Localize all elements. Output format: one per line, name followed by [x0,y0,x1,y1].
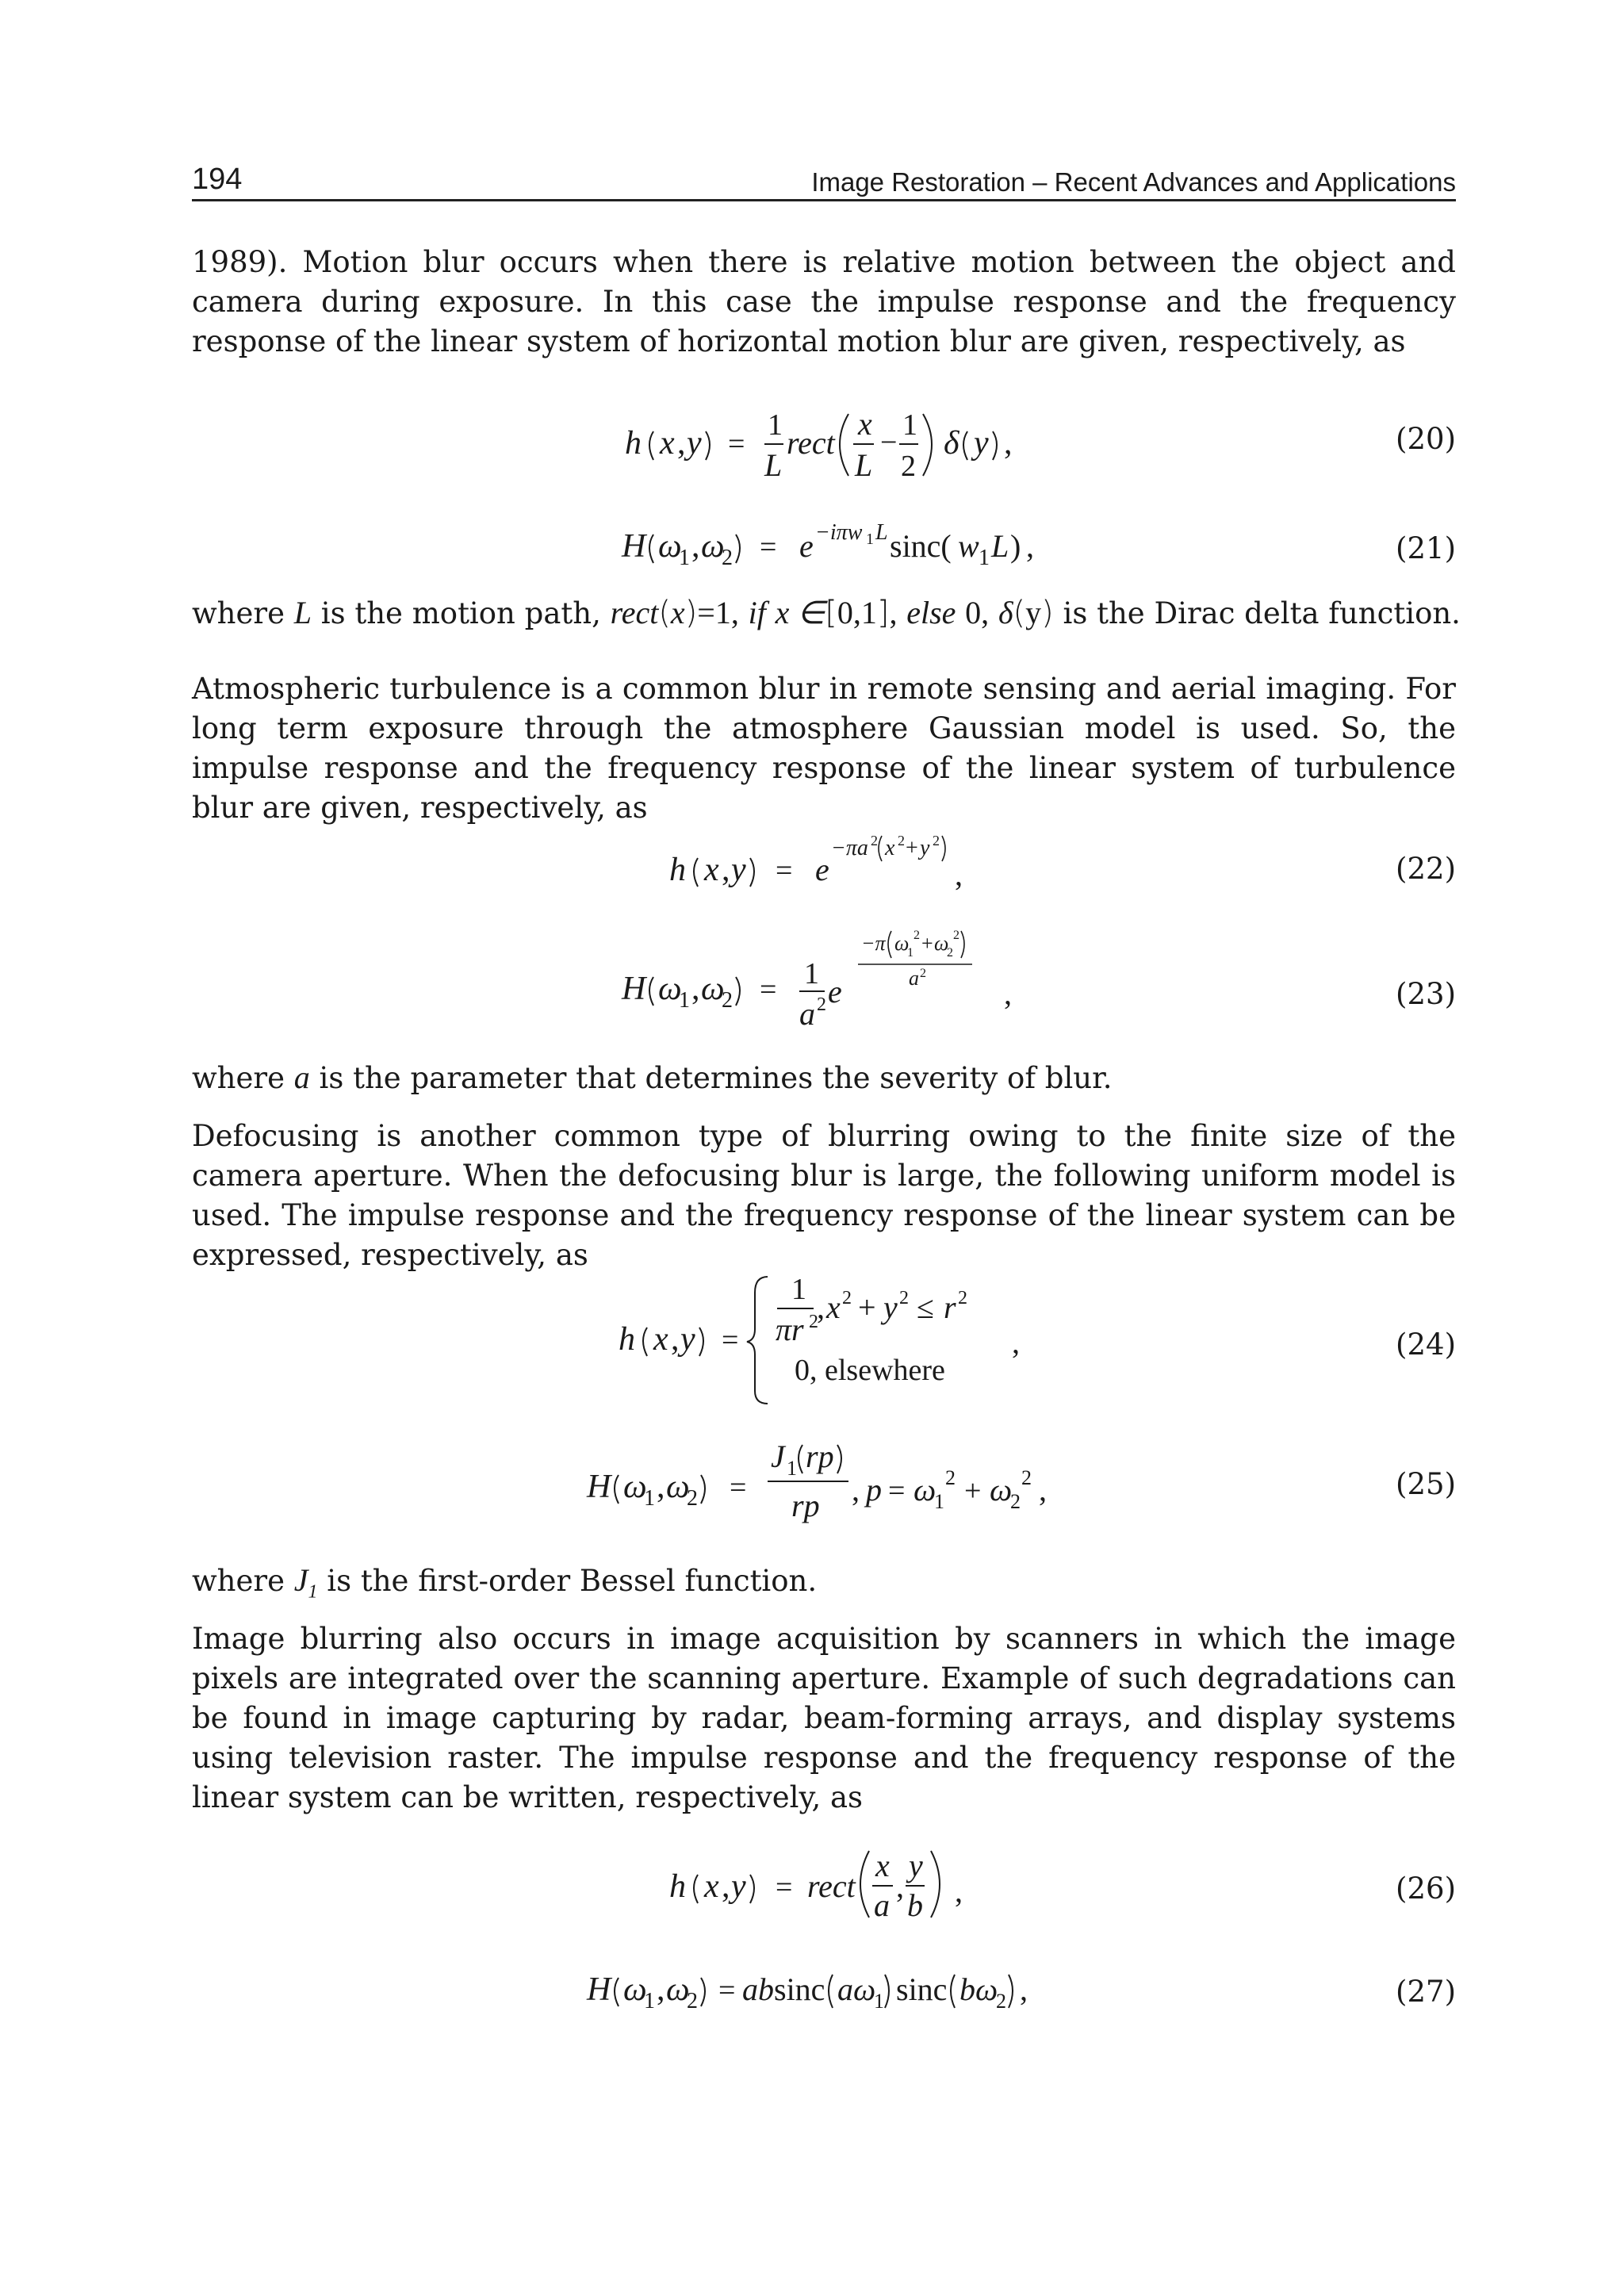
p6-J: J [293,1562,308,1598]
eq22-comma: , [722,852,730,888]
p2-x-in: x ∈ [775,595,825,630]
eq26-comma2: , [896,1868,904,1904]
eq21-exp-sub: 1 [866,531,874,548]
equation-24-formula [615,1261,1044,1412]
eq24-plus: + [858,1289,876,1325]
eq21-w-sub: 1 [979,546,990,570]
eq24-case-y-two: 2 [899,1288,909,1308]
eq20-y2: y [974,425,989,462]
eq22-exp-y: y [920,836,930,860]
eq22-exp-two-b: 2 [898,833,905,849]
eq25-rp: rp [806,1439,834,1474]
equation-22 [0,817,1624,904]
eq25-omega1b: ω [914,1472,936,1508]
eq23-exp-plus: + [921,932,933,955]
eq22-exp-two: 2 [871,833,878,849]
eq25-p: p [866,1472,882,1508]
eq24-comma2: , [817,1289,825,1325]
eq21-trail: , [1026,528,1034,564]
eq22-e: e [815,852,829,887]
equation-20-formula [619,397,1031,500]
eq24-case-y: y [883,1289,898,1325]
eq21-exp-L: L [875,520,888,545]
p2-L: L [293,595,312,630]
eq21-L: L [991,528,1009,564]
eq20-h: h [625,425,642,462]
eq26-x: x [704,1868,719,1905]
eq20-L: L [764,447,783,483]
eq22-equals: = [776,854,793,887]
equation-24 [0,1261,1624,1412]
eq20-L-den: L [855,447,873,483]
eq21-sub1: 1 [679,546,690,570]
eq24-r-two: 2 [958,1288,967,1308]
eq26-b: b [907,1887,923,1923]
eq24-case-x: x [826,1289,841,1325]
eq24-comma: , [671,1321,680,1358]
eq22-trail: , [955,856,963,892]
eq25-omega1b-two: 2 [945,1466,956,1489]
p2-delta: δ [998,595,1013,630]
eq21-exponent: −iπw [815,520,863,545]
eq22-y: y [731,852,746,888]
eq23-e: e [828,974,842,1009]
equation-27 [0,1951,1624,2030]
eq21-sub2: 2 [722,546,733,570]
page-number: 194 [192,163,243,196]
equation-25 [0,1427,1624,1538]
eq20-y: y [687,425,702,462]
p4-where: where [192,1061,285,1095]
eq25-J-sub: 1 [787,1457,797,1480]
eq26-trail: , [955,1873,963,1909]
p4-rest: is the parameter that determines the severity of blur. [319,1061,1113,1095]
eq23-omega1: ω [658,971,682,1007]
eq25-eq: = [888,1474,906,1508]
eq26-equals: = [776,1871,793,1904]
equation-26-formula [666,1840,983,1935]
eq20-rect: rect [787,425,835,461]
eq25-H: H [587,1469,611,1505]
eq27-omega-b: ω [975,1971,998,2007]
p2-interval: 0,1 [837,595,877,630]
p2-zero: 0, [965,595,990,630]
eq20-equals: = [728,427,745,461]
eq25-J: J [771,1439,785,1474]
p2-is-dirac: is the Dirac delta function. [1063,596,1461,630]
eq27-sinc1: sinc [774,1971,825,2007]
eq26-comma: , [722,1868,730,1905]
running-title: Image Restoration – Recent Advances and Applications [811,167,1456,197]
eq25-equals: = [730,1471,747,1504]
eq21-equals: = [760,531,777,564]
equation-25-number: (25) [1396,1467,1456,1501]
p2-eq1: =1, [697,595,739,630]
paragraph-scanners: Image blurring also occurs in image acquisition by scanners in which the image pixels are integrated over the scanning aperture. Example of such degradations can be found in image capturing by radar, beam-forming arrays, and display systems using television raster. The impulse response and the frequency response of the linear system can be written, respectively, as [192,1622,1456,1814]
eq25-omega2b-two: 2 [1021,1466,1032,1489]
eq24-case2: 0, elsewhere [795,1354,945,1387]
eq27-equals: = [718,1974,736,2007]
eq22-exp-two-c: 2 [933,833,940,849]
p6-sub: 1 [308,1581,318,1603]
eq27-trail: , [1020,1971,1028,2007]
page-header [192,163,1456,201]
eq20-minus: − [880,426,898,459]
equation-21-formula [619,508,1063,587]
eq20-x: x [660,425,675,462]
eq25-rp-den: rp [791,1488,820,1523]
eq22-x: x [704,852,719,888]
eq20-comma: , [677,425,686,462]
eq21-sinc: sinc( [890,528,952,564]
eq26-rect: rect [807,1868,856,1904]
p2-comma: , [889,595,898,630]
equation-27-number: (27) [1396,1975,1456,2009]
eq24-h: h [619,1321,635,1358]
equation-27-formula [584,1951,1075,2030]
eq25-omega2b: ω [990,1472,1013,1508]
eq27-omega-b-sub: 2 [996,1990,1006,2013]
eq23-sub1: 1 [679,988,690,1013]
eq24-one: 1 [791,1273,806,1306]
eq27-omega-a: ω [853,1971,876,2007]
equation-21-number: (21) [1396,531,1456,565]
eq27-a: a [837,1971,853,2007]
paragraph-motion-blur: 1989). Motion blur occurs when there is relative motion between the object and camera during exposure. In this case the impulse response and the frequency response of the linear system of horizontal motion blur are given, respectively, as [192,245,1456,358]
eq24-equals: = [722,1324,739,1357]
eq23-equals: = [760,973,777,1006]
eq27-ab: ab [742,1971,774,2007]
equation-23-number: (23) [1396,977,1456,1011]
eq25-omega2b-sub: 2 [1010,1490,1021,1513]
p4-a: a [293,1059,310,1095]
eq20-two: 2 [901,450,916,483]
eq27-b: b [959,1971,975,2007]
eq21-omega1: ω [658,528,682,565]
eq23-exp-two2: 2 [953,929,959,942]
equation-22-number: (22) [1396,852,1456,886]
eq24-pi-r-two: 2 [809,1312,818,1332]
paragraph-motion-path: where L is the motion path, rect(x)=1, if x ∈[0,1], else 0, δ(y) is the Dirac delta function. [192,595,1461,631]
eq23-exp-sub1: 1 [907,946,914,960]
eq20-one-b: 1 [902,408,917,442]
eq23-exp-omega1: ω [894,932,910,955]
equation-22-formula [666,817,983,904]
eq20-delta: δ [944,425,959,462]
eq24-y: y [680,1321,695,1358]
eq21-close: ) [1010,528,1021,564]
eq23-sub2: 2 [722,988,733,1013]
p2-is-motion-path: is the motion path, [320,596,601,630]
p2-rect: rect [610,595,659,630]
eq20-x-num: x [858,406,872,442]
eq23-comma: , [691,971,700,1007]
equation-24-number: (24) [1396,1327,1456,1362]
eq24-trail: , [1012,1324,1020,1360]
eq27-omega1: ω [623,1971,647,2008]
eq21-H: H [622,528,646,565]
eq23-exp-minus-pi: −π [861,932,886,955]
eq23-a: a [799,996,815,1032]
eq21-e: e [799,528,814,564]
eq23-exp-a: a [909,967,919,990]
eq22-exp-x: x [885,836,895,860]
eq25-plus: + [964,1474,982,1508]
eq23-exp-two1: 2 [914,929,920,942]
equation-20 [0,397,1624,500]
eq26-y-num: y [909,1848,923,1883]
equation-26 [0,1840,1624,1935]
eq23-exp-a-two: 2 [920,967,926,980]
eq24-case-x-two: 2 [842,1288,852,1308]
eq24-leq: ≤ [917,1289,934,1325]
eq25-sub2: 2 [687,1486,698,1511]
eq23-exp-omega2: ω [934,932,949,955]
eq25-trail: , [1039,1472,1047,1508]
eq25-omega1: ω [623,1469,647,1505]
eq23-exp-sub2: 2 [947,946,953,960]
eq25-omega1b-sub: 1 [934,1490,944,1513]
equation-23-formula [619,912,1031,1047]
p2-else: else [906,595,956,630]
eq23-one: 1 [804,957,819,990]
p2-where: where [192,596,285,630]
eq25-omega2: ω [666,1469,690,1505]
paragraph-defocusing: Defocusing is another common type of blurring owing to the finite size of the camera aperture. When the defocusing blur is large, the following uniform model is used. The impulse response and the frequency response of the linear system can be expressed, respectively, as [192,1119,1456,1272]
eq23-H: H [622,971,646,1007]
eq23-trail: , [1004,975,1012,1011]
eq24-r: r [944,1289,956,1325]
eq24-x: x [653,1321,668,1358]
eq23-a-two: 2 [817,994,826,1015]
p2-y: y [1025,595,1042,630]
eq21-w: w [958,528,979,564]
eq22-h: h [669,852,686,888]
eq21-comma: , [691,528,700,565]
paragraph-atmospheric-turbulence: Atmospheric turbulence is a common blur in remote sensing and aerial imaging. For long term exposure through the atmosphere Gaussian model is used. So, the impulse response and the frequency response of the linear system of turbulence blur are given, respectively, as [192,672,1456,825]
equation-26-number: (26) [1396,1871,1456,1906]
eq25-comma2: , [852,1472,860,1508]
eq24-pi-r: πr [776,1312,804,1347]
eq27-omega2: ω [666,1971,690,2008]
paragraph-severity [192,1058,1456,1098]
p6-rest: is the first-order Bessel function. [327,1564,818,1598]
eq21-omega2: ω [701,528,725,565]
eq27-sub2: 2 [687,1989,698,2013]
eq27-comma: , [657,1971,665,2008]
p2-x: x [670,595,685,630]
p2-if: if [748,595,766,630]
eq27-sinc2: sinc [896,1971,948,2007]
eq22-exp-plus: + [906,836,918,860]
equation-21 [0,508,1624,587]
paragraph-bessel [192,1561,1456,1611]
eq23-omega2: ω [701,971,725,1007]
eq26-y: y [731,1868,746,1905]
eq27-sub1: 1 [644,1989,655,2013]
eq26-h: h [669,1868,686,1905]
eq20-trail: , [1004,425,1013,462]
p6-where: where [192,1564,285,1598]
eq20-one: 1 [768,408,783,442]
eq26-x-num: x [875,1848,890,1883]
equation-23 [0,912,1624,1047]
eq27-omega-a-sub: 1 [874,1990,884,2013]
eq25-comma: , [657,1469,665,1505]
eq22-exp-a: −πa [831,836,868,860]
equation-25-formula [584,1427,1075,1538]
eq25-sub1: 1 [644,1486,655,1511]
eq26-a: a [874,1887,890,1923]
eq27-H: H [587,1971,611,2008]
equation-20-number: (20) [1396,422,1456,456]
